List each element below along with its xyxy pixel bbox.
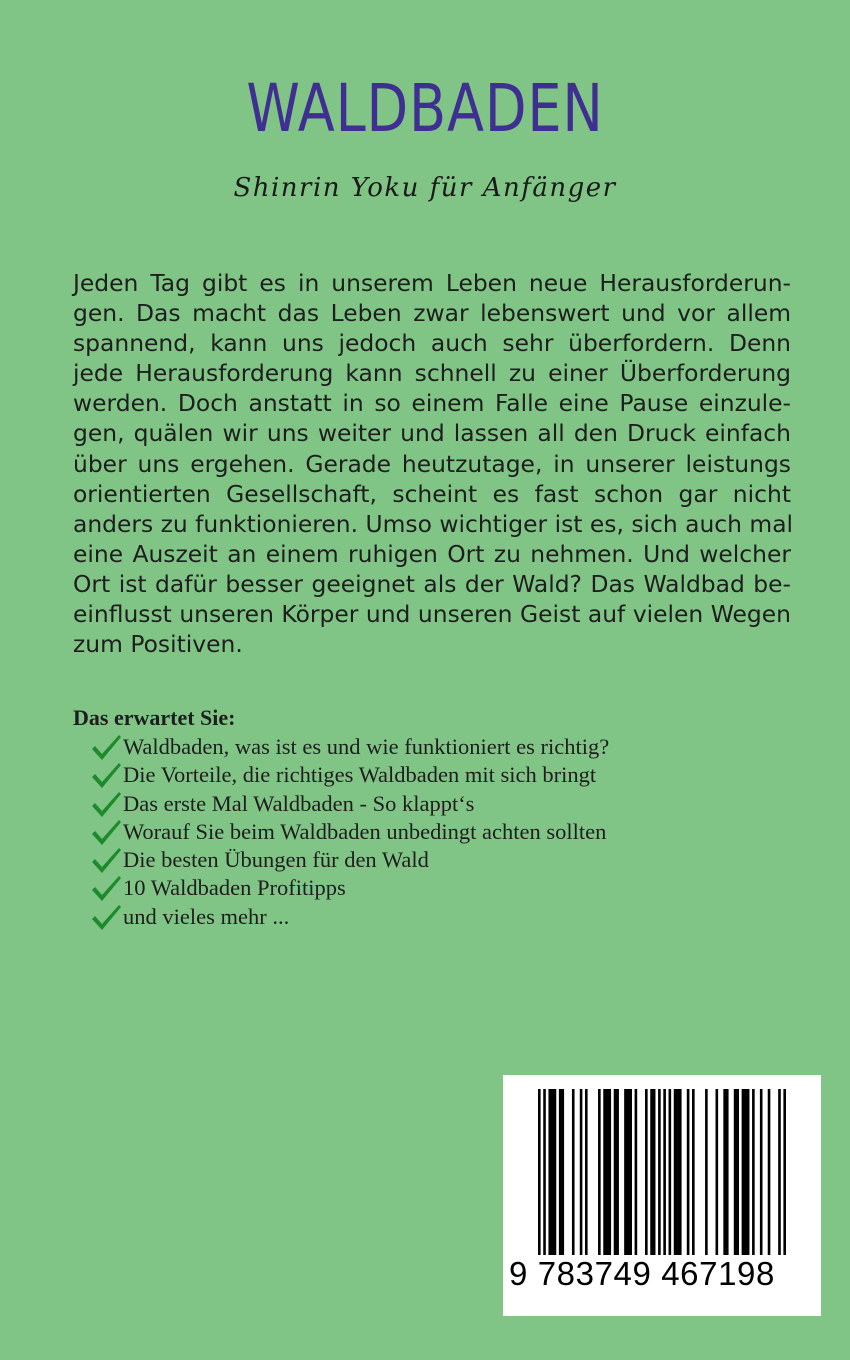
barcode-bar (716, 1089, 719, 1255)
barcode-bar (585, 1089, 588, 1255)
barcode-bar (572, 1089, 575, 1255)
blurb-line: jede Herausforderung kann schnell zu einer Überforderung (73, 359, 791, 388)
barcode-bar (783, 1089, 786, 1255)
barcode-bar (692, 1089, 695, 1255)
barcode-bar (635, 1089, 638, 1255)
barcode-bar (598, 1089, 601, 1255)
blurb-line: zum Positiven. (73, 630, 243, 659)
barcode-bar (752, 1089, 755, 1255)
barcode-bar (580, 1089, 583, 1255)
expectations-heading: Das erwartet Sie: (73, 705, 236, 730)
list-item-text: Das erste Mal Waldbaden - So klappt‘s (123, 790, 475, 816)
barcode-bar (687, 1089, 690, 1255)
blurb-text (73, 268, 794, 659)
barcode-bar (548, 1089, 556, 1255)
list-item-text: und vieles mehr ... (123, 903, 290, 929)
book-subtitle: Shinrin Yoku für Anfänger (233, 173, 617, 203)
checkmark-icon (90, 819, 122, 847)
blurb-line: anders zu funktionieren. Umso wichtiger ist es, sich auch mal (73, 509, 794, 538)
list-item-text: Die besten Übungen für den Wald (123, 847, 429, 873)
blurb-line: eine Auszeit an einem ruhigen Ort zu nehmen. Und welcher (73, 539, 791, 568)
barcode-bar (778, 1089, 781, 1255)
isbn-number: 9 783749 467198 (509, 1255, 775, 1292)
barcode-bar (760, 1089, 763, 1255)
barcode-bar (669, 1089, 672, 1255)
list-item-text: Waldbaden, was ist es und wie funktioniert es richtig? (123, 734, 610, 759)
barcode-bar (705, 1089, 708, 1255)
barcode-bars (538, 1089, 786, 1255)
blurb-line: gen, quälen wir uns weiter und lassen all den Druck einfach (73, 419, 791, 448)
blurb-line: über uns ergehen. Gerade heutzutage, in unserer leistungs (73, 449, 791, 478)
barcode-bar (543, 1089, 546, 1255)
blurb-line: spannend, kann uns jedoch auch sehr überfordern. Denn (73, 329, 791, 358)
barcode-bar (538, 1089, 541, 1255)
book-title: WALDBADEN (246, 70, 604, 147)
blurb-line: Ort ist dafür besser geeignet als der Wald? Das Waldbad be- (73, 569, 791, 598)
barcode-bar (624, 1089, 632, 1255)
barcode-bar (768, 1089, 771, 1255)
barcode-bar (674, 1089, 682, 1255)
checkmark-icon (90, 904, 122, 932)
barcode-bar (734, 1089, 739, 1255)
list-item-text: Worauf Sie beim Waldbaden unbedingt achten sollten (123, 818, 607, 844)
checkmark-icon (90, 762, 122, 790)
barcode-bar (650, 1089, 655, 1255)
barcode-bar (658, 1089, 661, 1255)
blurb-line: Jeden Tag gibt es in unserem Leben neue Herausforderun- (73, 269, 791, 297)
list-item-text: 10 Waldbaden Profitipps (123, 875, 346, 901)
checkmark-icon (90, 847, 122, 875)
blurb-line: werden. Doch anstatt in so einem Falle eine Pause einzule- (73, 389, 791, 418)
barcode-bar (559, 1089, 564, 1255)
isbn-barcode (503, 1075, 821, 1316)
list-item-text: Die Vorteile, die richtiges Waldbaden mit sich bringt (123, 762, 597, 788)
barcode-bar (723, 1089, 728, 1255)
barcode-bar (663, 1089, 666, 1255)
blurb-line: gen. Das macht das Leben zwar lebenswert und vor allem (73, 299, 791, 328)
barcode-bar (742, 1089, 750, 1255)
barcode-bar (645, 1089, 648, 1255)
barcode-bar (603, 1089, 611, 1255)
checkmark-icon (90, 791, 122, 819)
checkmark-icon (90, 734, 122, 762)
checkmark-icon (90, 875, 122, 903)
blurb-line: orientierten Gesellschaft, scheint es fast schon gar nicht (73, 479, 791, 508)
blurb-line: einflusst unseren Körper und unseren Geist auf vielen Wegen (73, 600, 791, 629)
barcode-bar (614, 1089, 619, 1255)
